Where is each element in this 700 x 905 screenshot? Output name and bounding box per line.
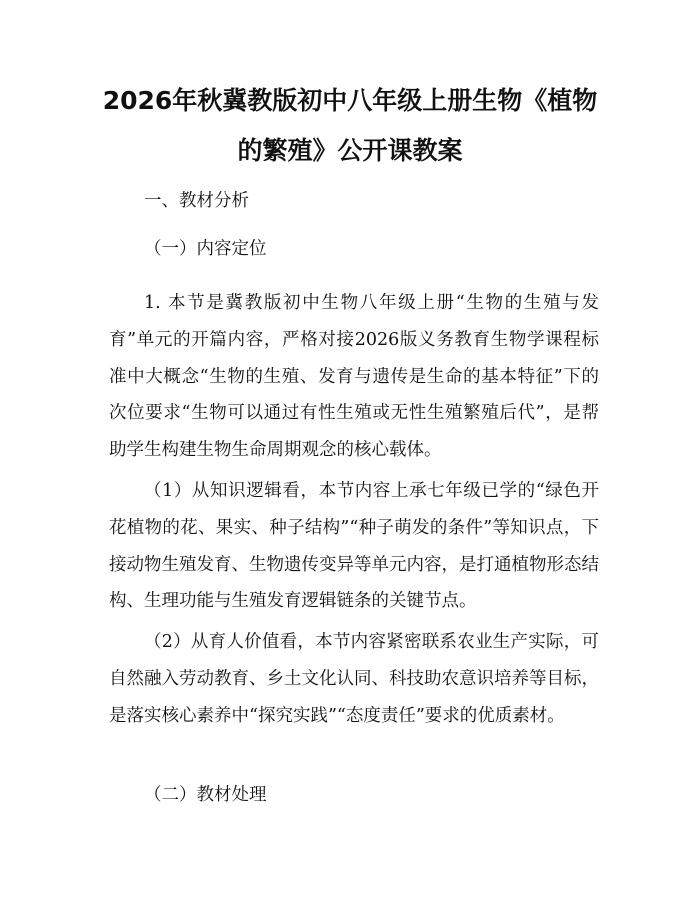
paragraph-educational-value: （2）从育人价值看，本节内容紧密联系农业生产实际，可自然融入劳动教育、乡土文化认同、科技助农意识培养等目标，是落实核心素养中“探究实践”“态度责任”要求的优质素材。 — [109, 632, 599, 726]
subsection-heading-content-positioning: （一）内容定位 — [144, 239, 267, 259]
document-title-line-1: 2026年秋冀教版初中八年级上册生物《植物 — [102, 86, 598, 115]
section-heading-textbook-analysis: 一、教材分析 — [144, 191, 249, 211]
subsection-heading-textbook-handling: （二）教材处理 — [144, 785, 267, 805]
paragraph-content-positioning: 1. 本节是冀教版初中生物八年级上册“生物的生殖与发育”单元的开篇内容，严格对接2026版义务教育生物学课程标准中大概念“生物的生殖、发育与遗传是生命的基本特征”下的次位要求“生物可以通过有性生殖或无性生殖繁殖后代”，是帮助学生构建生物生命周期观念的核心载体。 — [109, 293, 599, 461]
document-title-line-2: 的繁殖》公开课教案 — [237, 136, 463, 165]
paragraph-knowledge-logic: （1）从知识逻辑看，本节内容上承七年级已学的“绿色开花植物的花、果实、种子结构”“种子萌发的条件”等知识点，下接动物生殖发育、生物遗传变异等单元内容，是打通植物形态结构、生理功能与生殖发育逻辑链条的关键节点。 — [109, 481, 599, 612]
